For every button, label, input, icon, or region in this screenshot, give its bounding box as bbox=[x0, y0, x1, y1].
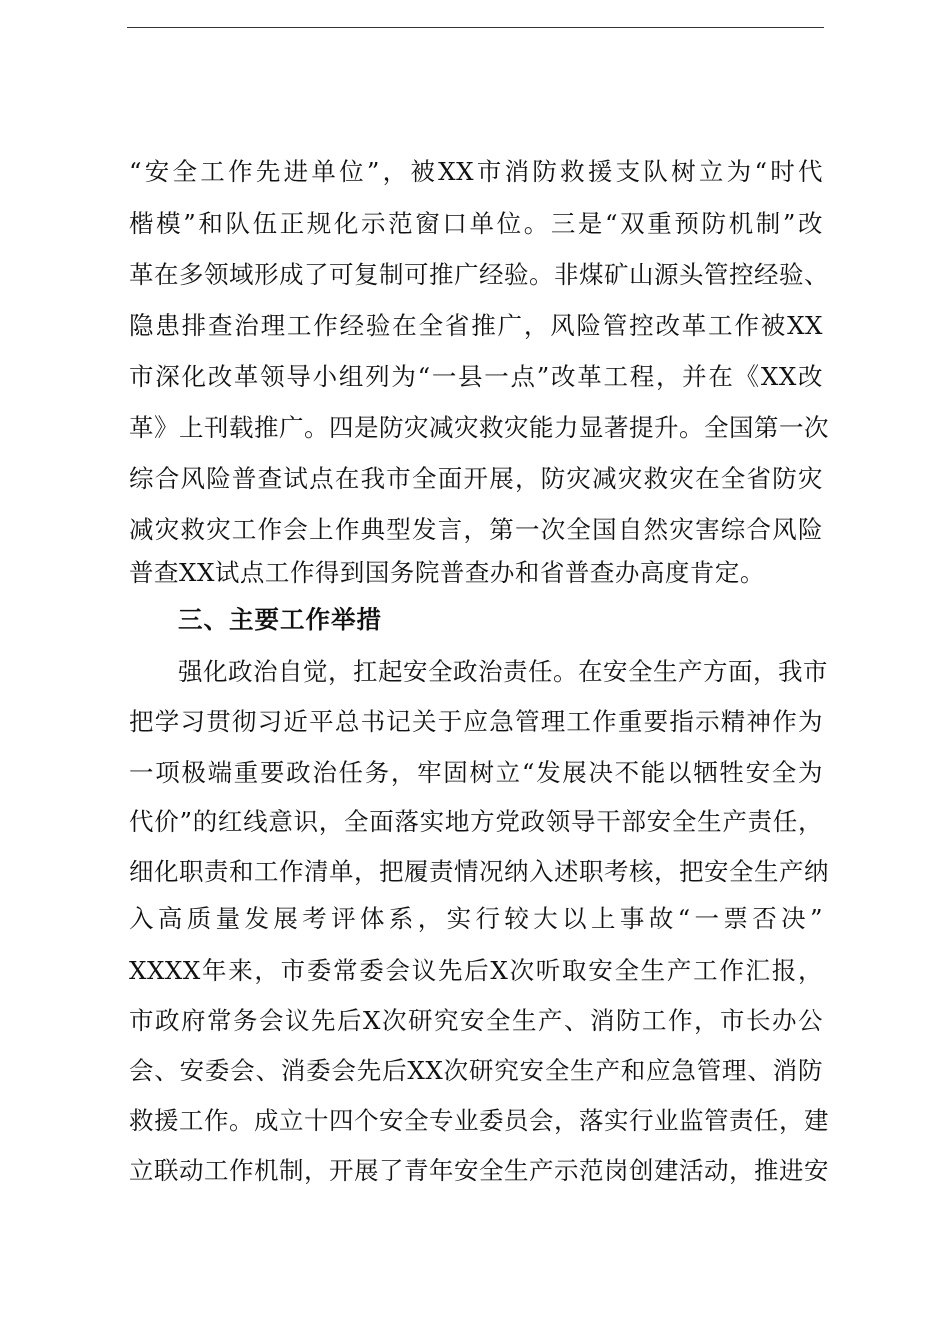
text-line-7: 综合风险普查试点在我市全面开展，防灾减灾救灾在全省防灾 bbox=[129, 464, 823, 493]
text-line-4: 隐患排查治理工作经验在全省推广，风险管控改革工作被XX bbox=[129, 311, 823, 340]
header-rule bbox=[127, 27, 824, 28]
text-line-12: 把学习贯彻习近平总书记关于应急管理工作重要指示精神作为 bbox=[129, 707, 823, 736]
text-line-20: 救援工作。成立十四个安全专业委员会，落实行业监管责任，建 bbox=[129, 1106, 829, 1135]
text-line-17: XXXX年来，市委常委会议先后X次听取安全生产工作汇报， bbox=[129, 956, 823, 985]
text-line-9: 普查XX试点工作得到国务院普查办和省普查办高度肯定。 bbox=[129, 558, 765, 587]
text-line-16: 入高质量发展考评体系，实行较大以上事故“一票否决” bbox=[129, 904, 823, 933]
text-line-8: 减灾救灾工作会上作典型发言，第一次全国自然灾害综合风险 bbox=[129, 515, 823, 544]
text-line-1: “安全工作先进单位”，被XX市消防救援支队树立为“时代 bbox=[129, 157, 823, 186]
section-heading: 三、主要工作举措 bbox=[178, 605, 382, 634]
text-line-6: 革》上刊载推广。四是防灾减灾救灾能力显著提升。全国第一次 bbox=[129, 413, 829, 442]
text-line-14: 代价”的红线意识，全面落实地方党政领导干部安全生产责任， bbox=[129, 807, 823, 836]
text-line-5: 市深化改革领导小组列为“一县一点”改革工程，并在《XX改 bbox=[129, 362, 823, 391]
text-line-21: 立联动工作机制，开展了青年安全生产示范岗创建活动，推进安 bbox=[129, 1156, 829, 1185]
text-line-3: 革在多领域形成了可复制可推广经验。非煤矿山源头管控经验、 bbox=[129, 260, 829, 289]
text-line-18: 市政府常务会议先后X次研究安全生产、消防工作，市长办公 bbox=[129, 1006, 823, 1035]
text-line-11: 强化政治自觉，扛起安全政治责任。在安全生产方面，我市 bbox=[178, 657, 828, 686]
text-line-19: 会、安委会、消委会先后XX次研究安全生产和应急管理、消防 bbox=[129, 1056, 823, 1085]
text-line-15: 细化职责和工作清单，把履责情况纳入述职考核，把安全生产纳 bbox=[129, 857, 829, 886]
text-line-13: 一项极端重要政治任务，牢固树立“发展决不能以牺牲安全为 bbox=[129, 758, 823, 787]
text-line-2: 楷模”和队伍正规化示范窗口单位。三是“双重预防机制”改 bbox=[129, 209, 823, 238]
